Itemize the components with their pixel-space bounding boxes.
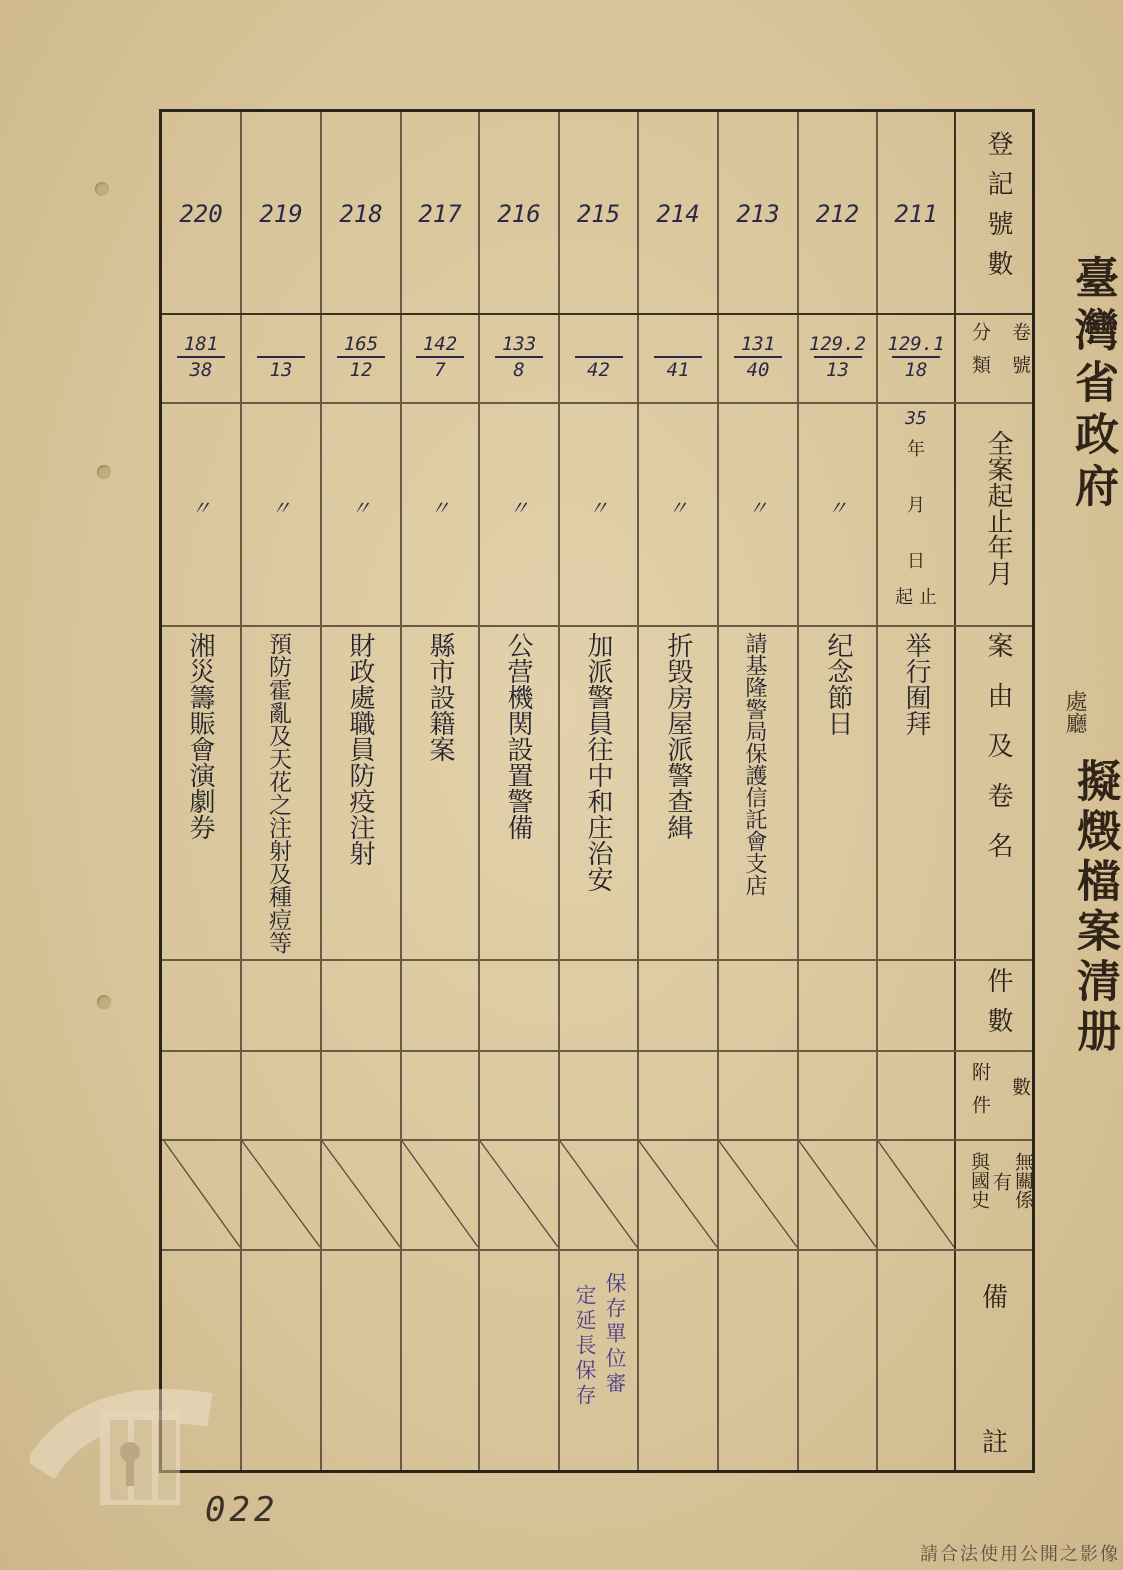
row-title: 公营機関設置警備 bbox=[503, 632, 533, 840]
row-class bbox=[162, 334, 240, 380]
row-title: 纪念節日 bbox=[823, 632, 853, 736]
row-class bbox=[480, 334, 558, 380]
row-class-top: 129.1 bbox=[887, 333, 945, 355]
row-class-bottom: 13 bbox=[269, 358, 293, 381]
row-reg-no: 216 bbox=[497, 200, 541, 228]
row-class-top: 142 bbox=[422, 333, 458, 355]
row-class-bottom: 41 bbox=[666, 358, 690, 381]
row-class bbox=[402, 334, 478, 380]
row-ditto: 〃 bbox=[430, 496, 450, 520]
row-class-bottom: 38 bbox=[189, 358, 213, 381]
stamp-line-1: 保存單位審 bbox=[603, 1272, 627, 1397]
row-title: 請基隆警局保護信託會支店 bbox=[742, 632, 767, 896]
row-year: 35 bbox=[905, 408, 927, 429]
row-month-label: 月 bbox=[907, 495, 925, 516]
row-ditto: 〃 bbox=[351, 496, 371, 520]
row-ditto: 〃 bbox=[827, 496, 848, 520]
document-subtitle-small: 處廳 bbox=[1062, 690, 1087, 734]
row-title: 湘災籌賑會演劇券 bbox=[185, 632, 215, 840]
binding-hole bbox=[95, 182, 109, 196]
row-title: 加派警員往中和庄治安 bbox=[583, 632, 613, 892]
row-class-bottom: 40 bbox=[746, 358, 770, 381]
row-reg-no: 215 bbox=[576, 200, 621, 228]
header-count: 件數 bbox=[983, 967, 1013, 1047]
header-remarks-1: 備 bbox=[982, 1283, 1009, 1313]
row-class bbox=[878, 334, 954, 380]
row-ditto: 〃 bbox=[668, 496, 688, 520]
row-ditto: 〃 bbox=[509, 496, 529, 520]
row-date-block bbox=[878, 408, 954, 609]
row-ditto: 〃 bbox=[271, 496, 291, 520]
usage-watermark: 請合法使用公開之影像 bbox=[920, 1544, 1120, 1565]
register-table bbox=[159, 109, 1035, 1473]
row-title: 預防霍亂及天花之注射及種痘等 bbox=[265, 632, 291, 954]
row-reg-no: 219 bbox=[259, 200, 303, 228]
row-class-bottom: 18 bbox=[904, 358, 928, 381]
header-volume-no: 卷號 bbox=[1009, 322, 1031, 388]
header-history-b: 有 bbox=[990, 1172, 1012, 1191]
document-subtitle: 擬燬檔案清册 bbox=[1069, 758, 1120, 1058]
row-class bbox=[322, 334, 400, 380]
stamp-line-2: 定延長保存 bbox=[573, 1284, 597, 1409]
row-title: 財政處職員防疫注射 bbox=[345, 632, 375, 866]
row-reg-no: 218 bbox=[339, 200, 383, 228]
header-remarks-2: 註 bbox=[982, 1428, 1009, 1458]
row-class-bottom: 12 bbox=[349, 358, 373, 381]
row-class-bottom: 7 bbox=[434, 358, 446, 381]
row-class bbox=[639, 334, 717, 380]
row-ditto: 〃 bbox=[588, 496, 609, 520]
header-date-range: 全案起止年月 bbox=[983, 430, 1013, 586]
row-ditto: 〃 bbox=[748, 496, 768, 520]
row-class-top: 165 bbox=[343, 333, 379, 355]
row-reg-no: 220 bbox=[179, 200, 223, 228]
row-year-label: 年 bbox=[907, 439, 925, 460]
row-class-top: 131 bbox=[740, 333, 776, 355]
row-class bbox=[719, 334, 797, 380]
row-class bbox=[560, 334, 637, 380]
header-history-a: 無關係 bbox=[1012, 1152, 1034, 1209]
header-reg-no: 登記號數 bbox=[983, 130, 1013, 290]
header-attachment-count: 數 bbox=[1009, 1077, 1031, 1096]
row-class-top: 181 bbox=[183, 333, 219, 355]
row-class bbox=[799, 334, 876, 380]
page-number: 022 bbox=[205, 1490, 279, 1530]
row-title: 折毁房屋派警查緝 bbox=[663, 632, 693, 840]
row-reg-no: 211 bbox=[894, 200, 938, 228]
row-class bbox=[242, 334, 320, 380]
row-ditto: 〃 bbox=[191, 496, 211, 520]
header-volume-class: 分類 bbox=[969, 322, 991, 388]
row-class-bottom: 42 bbox=[587, 358, 610, 381]
header-subject: 案由及卷名 bbox=[983, 632, 1013, 882]
row-day-label: 日 bbox=[907, 551, 925, 572]
row-class-bottom: 13 bbox=[826, 358, 849, 381]
history-diagonals bbox=[162, 1139, 954, 1249]
binding-hole bbox=[97, 995, 111, 1009]
row-class-top: 133 bbox=[501, 333, 537, 355]
header-history-c: 與國史 bbox=[968, 1152, 990, 1209]
binding-hole bbox=[97, 465, 111, 479]
row-class-bottom: 8 bbox=[513, 358, 525, 381]
row-reg-no: 217 bbox=[418, 200, 462, 228]
document-title: 臺灣省政府 bbox=[1067, 255, 1118, 515]
row-title: 縣市設籍案 bbox=[425, 632, 455, 762]
archive-logo-icon bbox=[30, 1370, 220, 1510]
row-title: 举行囿拜 bbox=[901, 632, 931, 736]
row-class-top: 129.2 bbox=[808, 333, 867, 355]
row-reg-no: 212 bbox=[815, 200, 860, 228]
row-start-label: 起 bbox=[895, 587, 914, 608]
header-attachment: 附件 bbox=[969, 1062, 991, 1128]
row-reg-no: 213 bbox=[736, 200, 780, 228]
row-reg-no: 214 bbox=[656, 200, 700, 228]
row-end-label: 止 bbox=[918, 587, 937, 608]
